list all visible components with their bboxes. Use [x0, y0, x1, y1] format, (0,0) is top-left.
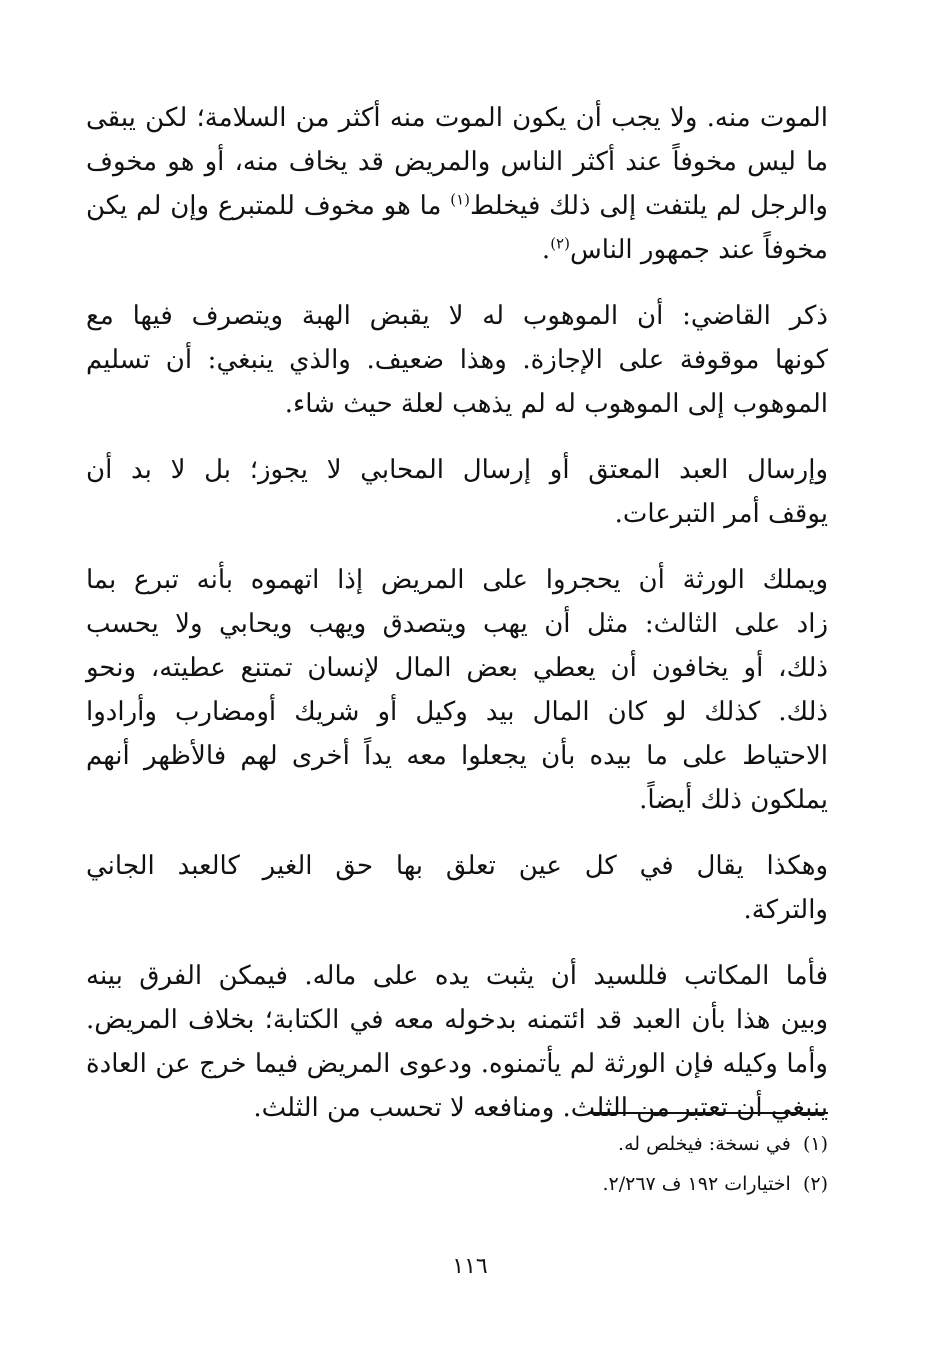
text-line: وبين هذا بأن العبد قد ائتمنه بدخوله معه في الكتابة؛ بخلاف المريض.	[86, 1005, 828, 1035]
text-line: وأما وكيله فإن الورثة لم يأتمنوه. ودعوى المريض فيما خرج عن العادة	[86, 1049, 828, 1079]
footnote-mark: (٢)	[802, 1173, 828, 1195]
text-line: الموهوب إلى الموهوب له لم يذهب لعلة حيث شاء.	[284, 389, 828, 419]
footnote-1	[328, 1124, 828, 1164]
page-body	[86, 96, 828, 1152]
footnote-text: في نسخة: فيخلص له.	[618, 1133, 791, 1155]
end-period: .	[541, 235, 551, 265]
footnote-text: اختيارات ١٩٢ ف ٢/٢٦٧.	[602, 1173, 791, 1195]
footnote-marker-2: (٢)	[550, 234, 570, 253]
paragraph-6	[86, 954, 828, 1130]
page-number: ١١٦	[452, 1254, 488, 1279]
text-line: ينبغي أن تعتبر من الثلث. ومنافعه لا تحسب من الثلث.	[253, 1093, 828, 1123]
text-line: كونها موقوفة على الإجازة. وهذا ضعيف. والذي ينبغي: أن تسليم	[86, 345, 828, 375]
text-line: والتركة.	[743, 895, 828, 925]
text-line: يملكون ذلك أيضاً.	[639, 785, 828, 815]
footnote-2	[328, 1164, 828, 1204]
text-line: ذكر القاضي: أن الموهوب له لا يقبض الهبة ويتصرف فيها مع	[86, 301, 828, 331]
text-segment: مخوفاً عند جمهور الناس	[569, 235, 828, 265]
text-line: ما ليس مخوفاً عند أكثر الناس والمريض قد يخاف منه، أو هو مخوف	[86, 147, 828, 177]
footnote-mark: (١)	[802, 1133, 828, 1155]
text-segment: ما هو مخوف للمتبرع وإن لم يكن	[86, 191, 442, 221]
paragraph-1	[86, 96, 828, 272]
text-line: وإرسال العبد المعتق أو إرسال المحابي لا يجوز؛ بل لا بد أن	[86, 455, 828, 485]
footnote-divider	[588, 1112, 828, 1114]
footnotes	[328, 1124, 828, 1204]
footnote-marker-1: (١)	[450, 190, 471, 209]
text-line: فأما المكاتب فللسيد أن يثبت يده على ماله. فيمكن الفرق بينه	[86, 961, 828, 991]
paragraph-3	[86, 448, 828, 536]
text-line	[86, 184, 828, 228]
text-segment: والرجل لم يلتفت إلى ذلك فيخلط	[470, 191, 828, 221]
text-line: ذلك. كذلك لو كان المال بيد وكيل أو شريك أومضارب وأرادوا	[86, 697, 828, 727]
text-line: زاد على الثالث: مثل أن يهب ويتصدق ويهب ويحابي ولا يحسب	[86, 609, 828, 639]
text-line: ذلك، أو يخافون أن يعطي بعض المال لإنسان تمتنع عطيته، ونحو	[86, 653, 828, 683]
paragraph-2	[86, 294, 828, 426]
paragraph-4	[86, 558, 828, 822]
text-line: يوقف أمر التبرعات.	[614, 499, 828, 529]
text-line	[86, 228, 828, 272]
text-line: ويملك الورثة أن يحجروا على المريض إذا اتهموه بأنه تبرع بما	[86, 565, 828, 595]
text-line: وهكذا يقال في كل عين تعلق بها حق الغير كالعبد الجاني	[86, 851, 828, 881]
text-line: الموت منه. ولا يجب أن يكون الموت منه أكثر من السلامة؛ لكن يبقى	[86, 103, 828, 133]
paragraph-5	[86, 844, 828, 932]
text-line: الاحتياط على ما بيده بأن يجعلوا معه يداً أخرى لهم فالأظهر أنهم	[86, 741, 828, 771]
